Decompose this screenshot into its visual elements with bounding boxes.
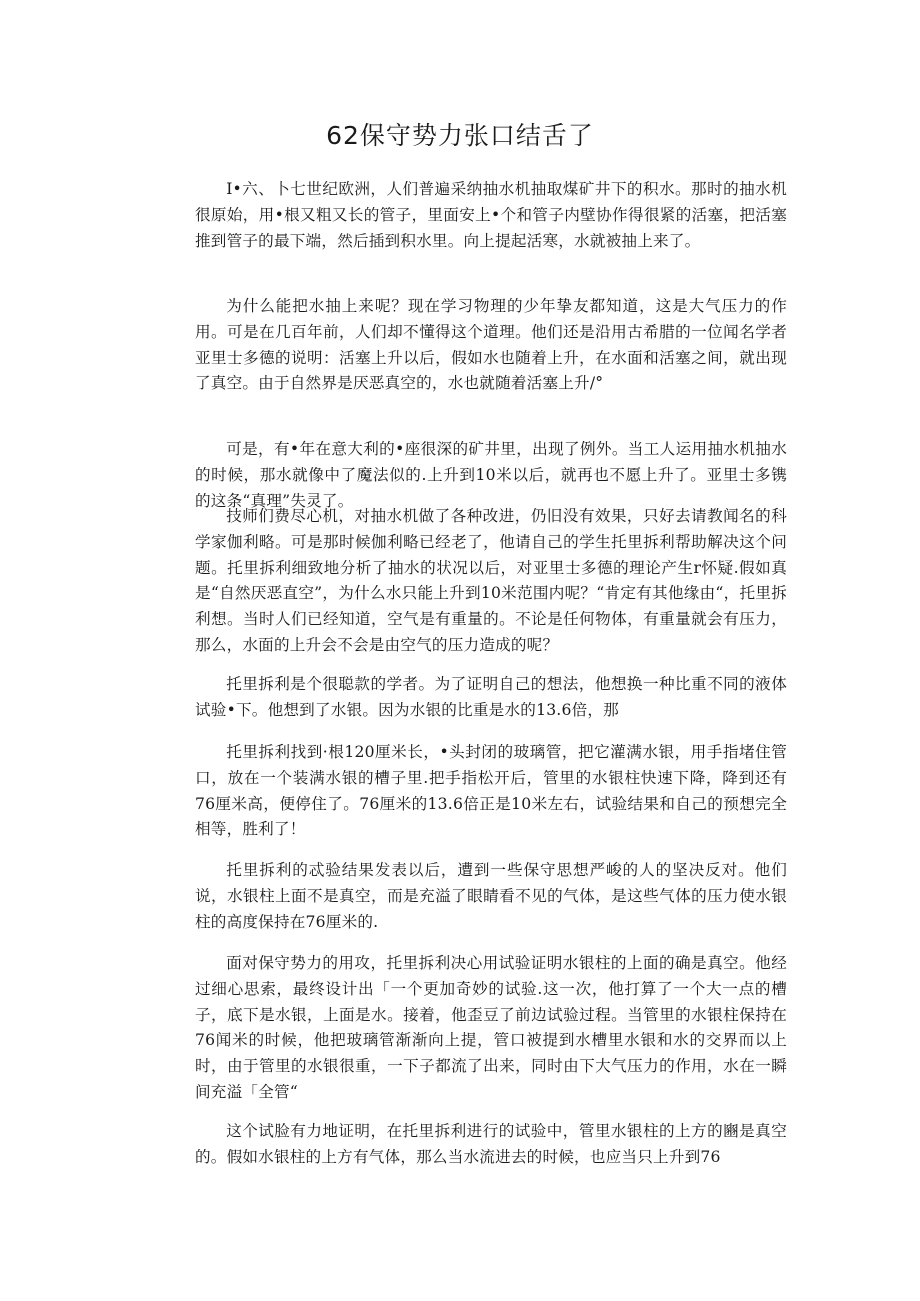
paragraph: I•六、卜七世纪欧洲，人们普遍采纳抽水机抽取煤矿井下的积水。那时的抽水机很原始，用•根又粗又长的管子，里面安上•个和管子内壁协作得很紧的活塞，把活塞推到管子的最下端，然后插到积水里。向上提起活寒，水就被抽上来了。 xyxy=(195,180,787,250)
paragraph: 面对保守势力的用攻，托里拆利决心用试验证明水银柱的上面的确是真空。他经过细心思索，最终设计出「一个更加奇妙的试验.这一次，他打算了一个大一点的槽子，底下是水银，上面是水。接着，他歪豆了前边试验过程。当管里的水银柱保持在76闻米的时候，他把玻璃管渐渐向上提，管口被提到水槽里水银和水的交界而以上时，由于管里的水银很重，一下子都流了出来，同时由下大气压力的作用，水在一瞬间充溢「全管“ xyxy=(195,954,787,1101)
paragraph: 托里拆利是个很聪款的学者。为了证明自己的想法，他想换一种比重不同的液体试验•下。他想到了水银。因为水银的比重是水的13.6倍，那 xyxy=(195,675,787,719)
paragraph: 托里拆利找到·根120厘米长，•头封闭的玻璃管，把它灌满水银，用手指堵住管口，放在一个装满水银的槽子里.把手指松开后，管里的水银柱快速下降，降到还有76厘米高，便停住了。76厘米的13.6倍正是10米左右，试验结果和自己的预想完全相等，胜利了！ xyxy=(195,743,787,839)
paragraph: 为什么能把水抽上来呢？现在学习物理的少年挚友都知道，这是大气压力的作用。可是在几百年前，人们却不懂得这个道理。他们还是沿用古希腊的一位闻名学者亚里士多德的说明：活塞上升以后，假如水也随着上升，在水面和活塞之间，就出现了真空。由于自然界是厌恶真空的，水也就随着活塞上升/° xyxy=(195,297,787,393)
paragraph: 托里拆利的忒验结果发表以后，遭到一些保守思想严峻的人的坚决反对。他们说，水银柱上面不是真空，而是充溢了眼睛看不见的气体，是这些气体的压力使水银柱的高度保持在76厘米的. xyxy=(195,861,787,931)
paragraph: 这个试脸有力地证明，在托里拆利进行的试验中，管里水银柱的上方的豳是真空的。假如水银柱的上方有气体，那么当水流进去的时候，也应当只上升到76 xyxy=(195,1122,787,1166)
paragraph: 技师们费尽心机，对抽水机做了各种改进，仍旧没有效果，只好去请教闻名的科学家伽利略。可是那时候伽利略已经老了，他请自己的学生托里拆利帮助解决这个问题。托里拆利细致地分析了抽水的状况以后，对亚里士多德的理论产生r怀疑.假如真是“自然厌恶直空”，为什么水只能上升到10米范围内呢？“肯定有其他缘由“，托里拆利想。当时人们已经知道，空气是有重量的。不论是任何物体，有重量就会有压力，那么，水面的上升会不会是由空气的压力造成的呢？ xyxy=(195,507,787,654)
document-title: 62保守势力张口结舌了 xyxy=(326,121,594,150)
paragraph: 可是，有•年在意大利的•座很深的矿井里，出现了例外。当工人运用抽水机抽水的时候，那水就像中了魔法似的.上升到10米以后，就再也不愿上升了。亚里士多镌的这条“真理”失灵了。 xyxy=(195,440,787,510)
